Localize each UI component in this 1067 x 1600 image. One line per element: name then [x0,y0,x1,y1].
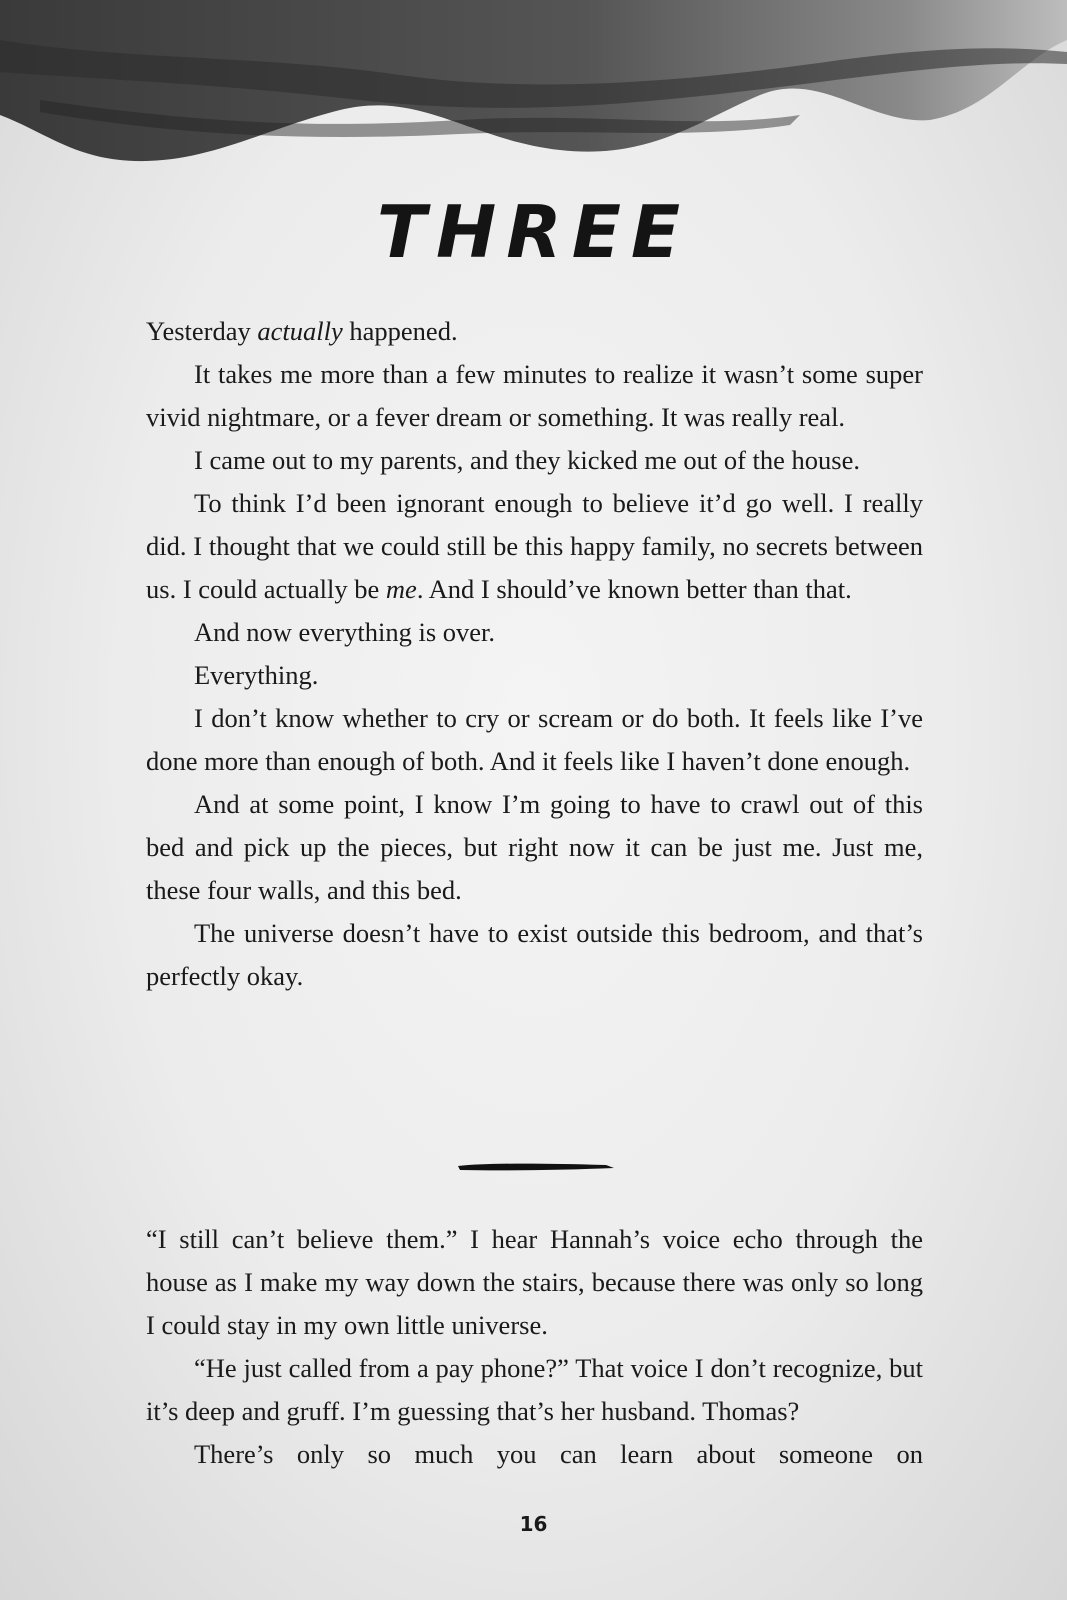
paragraph: I came out to my parents, and they kicked me out of the house. [194,445,860,475]
paragraph: There’s only so much you can learn about someone on [194,1439,923,1469]
paragraph: “He just called from a pay phone?” That voice I don’t recognize, but it’s deep and gruff. I’m guessing that’s her husband. Thomas? [146,1353,923,1426]
paragraph: “I still can’t believe them.” I hear Hannah’s voice echo through the house as I make my way down the stairs, because there was only so long I could stay in my own little universe. [146,1224,923,1340]
section-2-text [146,1218,923,1476]
section-divider [456,1157,616,1177]
paragraph: It takes me more than a few minutes to realize it wasn’t some super vivid nightmare, or a fever dream or something. It was really real. [146,359,923,432]
section-1-text [146,310,923,998]
paragraph: Yesterday actually happened. [146,316,458,346]
paragraph: To think I’d been ignorant enough to believe it’d go well. I really did. I thought that we could still be this happy family, no secrets between us. I could actually be me. And I should’ve known better than that. [146,488,923,604]
page-number: 16 [519,1512,548,1536]
chapter-title: THREE [376,190,691,274]
paragraph: And at some point, I know I’m going to have to crawl out of this bed and pick up the pieces, but right now it can be just me. Just me, these four walls, and this bed. [146,789,923,905]
paragraph: And now everything is over. [194,617,496,647]
paragraph: Everything. [194,660,319,690]
brush-stroke-header [0,0,1067,190]
paragraph: The universe doesn’t have to exist outside this bedroom, and that’s perfectly okay. [146,918,923,991]
paragraph: I don’t know whether to cry or scream or do both. It feels like I’ve done more than enough of both. And it feels like I haven’t done enough. [146,703,923,776]
